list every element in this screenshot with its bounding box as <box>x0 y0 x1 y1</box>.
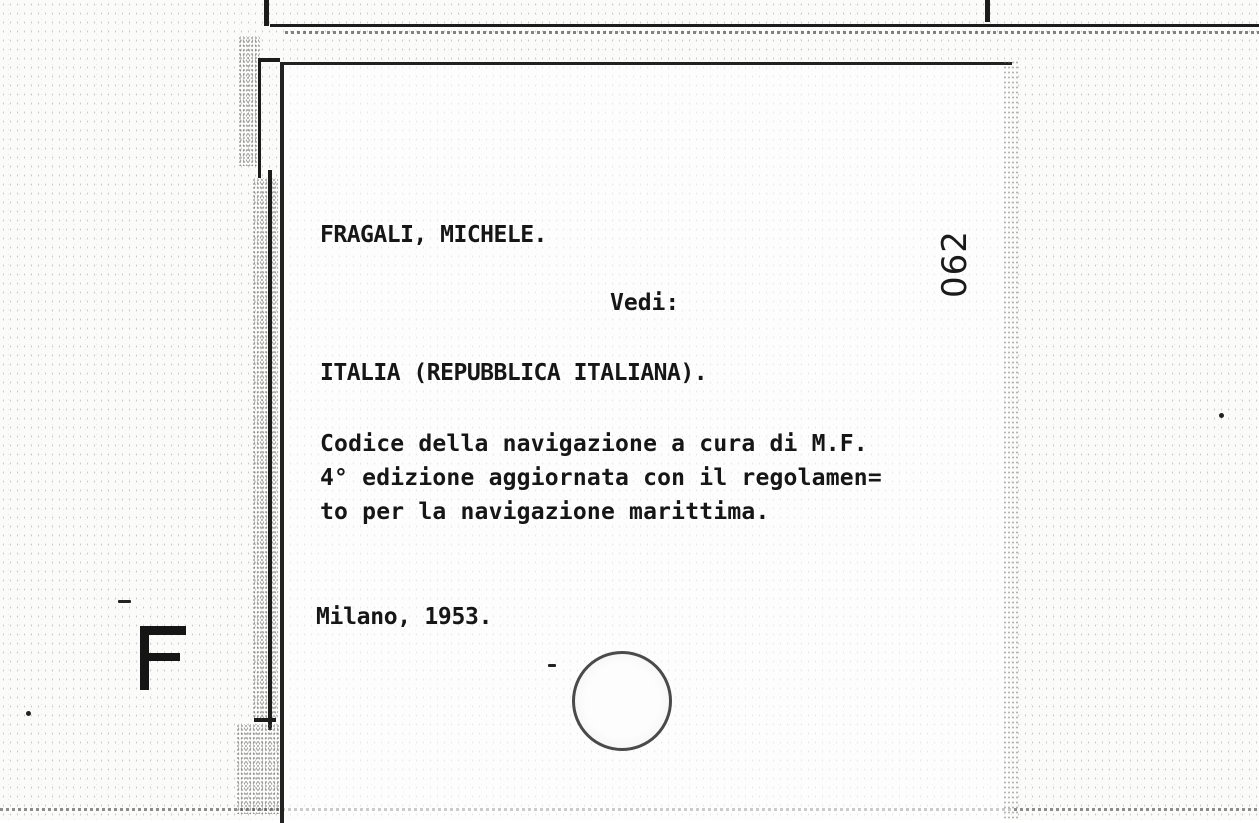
description-line: to per la navigazione marittima. <box>320 499 770 525</box>
call-number: 062 <box>935 230 975 298</box>
author-name: FRAGALI, MICHELE. <box>320 222 547 248</box>
subject-heading: ITALIA (REPUBBLICA ITALIANA). <box>320 360 708 386</box>
ink-speck <box>1219 413 1224 418</box>
title-description <box>320 427 882 529</box>
left-binding-strip-lower <box>236 724 282 814</box>
description-line: 4° edizione aggiornata con il regolamen= <box>320 465 882 491</box>
left-binding-strip-middle <box>252 178 278 718</box>
left-binding-bracket-lower <box>254 718 276 722</box>
imprint: Milano, 1953. <box>316 604 493 630</box>
ink-speck <box>26 711 31 716</box>
left-binding-bracket-upper <box>258 58 280 62</box>
left-binding-bracket-upper-side <box>258 58 261 178</box>
top-rail-texture <box>285 31 1259 34</box>
top-rail-line <box>270 24 1259 27</box>
left-binding-line <box>268 170 272 730</box>
ink-speck <box>118 600 131 603</box>
card-right-edge <box>1003 60 1019 820</box>
punch-hole <box>572 651 672 751</box>
ink-speck <box>548 664 556 667</box>
see-reference-label: Vedi: <box>610 290 680 316</box>
description-line: Codice della navigazione a cura di M.F. <box>320 431 868 457</box>
left-binding-strip-upper <box>238 36 260 166</box>
margin-letter-mark <box>140 610 188 690</box>
top-left-post <box>264 0 269 26</box>
top-right-post <box>985 0 990 22</box>
